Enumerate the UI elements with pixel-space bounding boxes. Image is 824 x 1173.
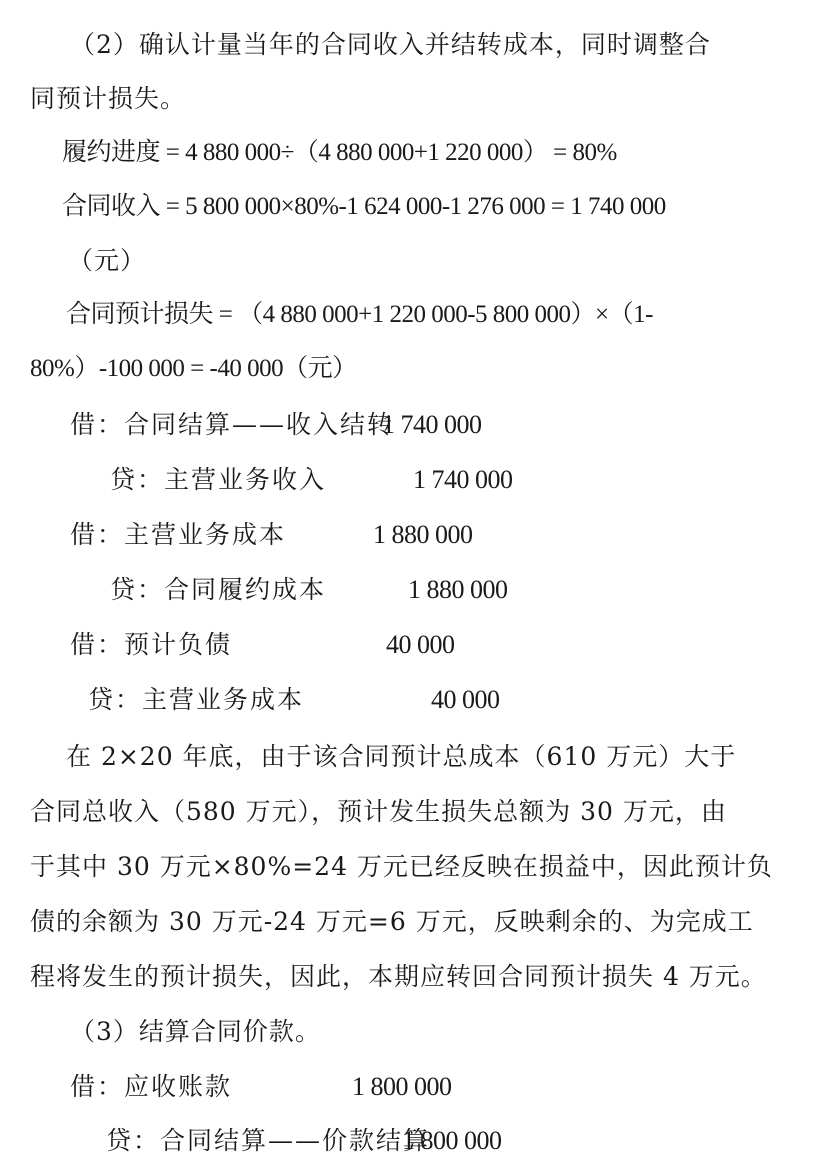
account-name: 应收账款 <box>124 1072 233 1101</box>
credit-amount: 40 000 <box>431 685 500 714</box>
debit-amount: 1 880 000 <box>373 520 473 549</box>
debit-amount: 1 740 000 <box>382 410 482 439</box>
loss-formula-line2: 80%）-100 000 = -40 000（元） <box>30 355 357 382</box>
revenue-formula-line2: （元） <box>68 246 147 275</box>
account-name: 主营业务成本 <box>142 685 305 714</box>
debit-amount: 40 000 <box>386 630 455 659</box>
credit-label: 贷： <box>88 685 143 714</box>
explanation-line: 在 2×20 年底，由于该合同预计总成本（610 万元）大于 <box>66 742 737 771</box>
progress-formula: 履约进度 = 4 880 000÷（4 880 000+1 220 000） = 80% <box>62 139 617 166</box>
debit-label: 借： <box>70 410 125 439</box>
credit-label: 贷： <box>110 575 165 604</box>
account-name: 合同结算——价款结算 <box>160 1126 431 1155</box>
debit-label: 借： <box>70 520 125 549</box>
credit-amount: 1 880 000 <box>408 575 508 604</box>
debit-amount: 1 800 000 <box>352 1072 452 1101</box>
debit-label: 借： <box>70 630 125 659</box>
section-heading-step2-line2: 同预计损失。 <box>30 84 187 113</box>
explanation-line: 程将发生的预计损失，因此，本期应转回合同预计损失 4 万元。 <box>30 962 767 991</box>
account-name: 主营业务成本 <box>124 520 287 549</box>
explanation-line: 合同总收入（580 万元），预计发生损失总额为 30 万元，由 <box>30 797 727 826</box>
debit-label: 借： <box>70 1072 125 1101</box>
loss-formula-line1: 合同预计损失 = （4 880 000+1 220 000-5 800 000）×（1- <box>66 301 653 328</box>
section-heading-step2-line1: （2）确认计量当年的合同收入并结转成本，同时调整合 <box>70 30 711 59</box>
account-name: 合同履约成本 <box>164 575 327 604</box>
revenue-formula-line1: 合同收入 = 5 800 000×80%-1 624 000-1 276 000 = 1 740 000 <box>62 193 666 220</box>
credit-amount: 1 740 000 <box>413 465 513 494</box>
account-name: 主营业务收入 <box>164 465 327 494</box>
account-name: 预计负债 <box>124 630 233 659</box>
explanation-line: 于其中 30 万元×80%=24 万元已经反映在损益中，因此预计负 <box>30 852 773 881</box>
credit-amount: 1 800 000 <box>402 1126 502 1155</box>
explanation-line: 债的余额为 30 万元-24 万元=6 万元，反映剩余的、为完成工 <box>30 907 754 936</box>
account-name: 合同结算——收入结转 <box>124 410 395 439</box>
section-heading-step3: （3）结算合同价款。 <box>70 1017 321 1046</box>
credit-label: 贷： <box>110 465 165 494</box>
credit-label: 贷： <box>106 1126 161 1155</box>
